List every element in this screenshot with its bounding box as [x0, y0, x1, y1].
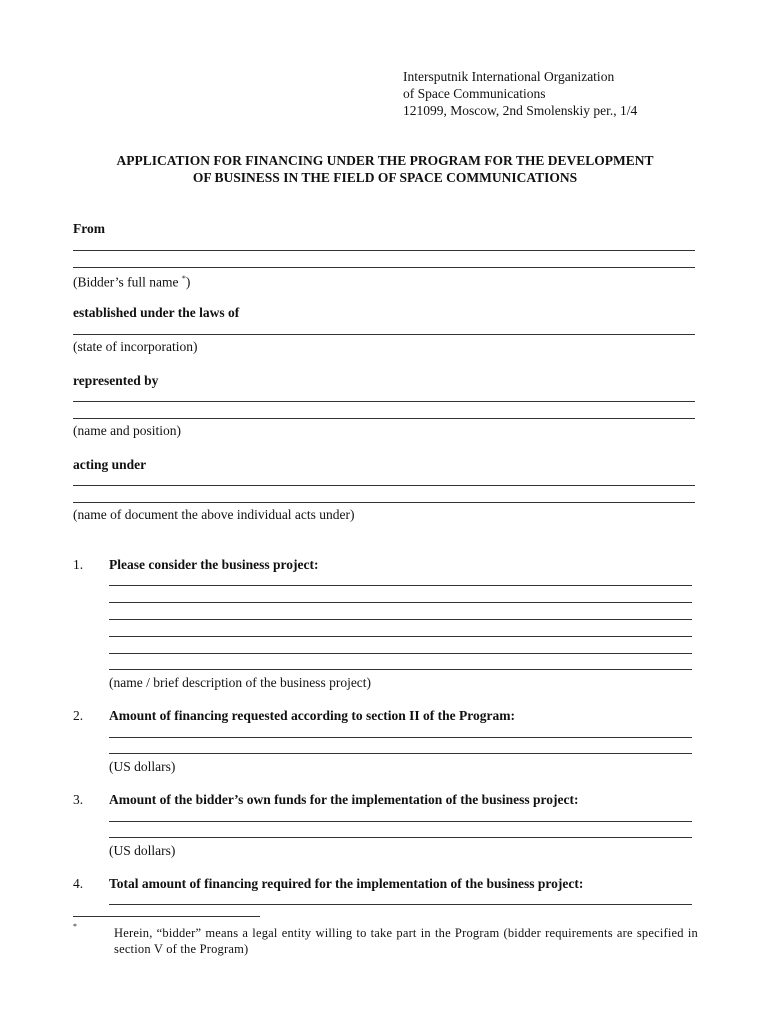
from-label: From [73, 221, 105, 236]
bidder-name-line-2[interactable] [73, 267, 695, 268]
item-3-caption: (US dollars) [109, 843, 176, 858]
financing-requested-line-2[interactable] [109, 753, 692, 754]
item-1-label: Please consider the business project: [109, 557, 319, 572]
address-line-1: Intersputnik International Organization [403, 69, 615, 84]
title-line-2: OF BUSINESS IN THE FIELD OF SPACE COMMUNICATIONS [192, 170, 578, 185]
state-line[interactable] [73, 334, 695, 335]
project-line-6[interactable] [109, 669, 692, 670]
own-funds-line-2[interactable] [109, 837, 692, 838]
address-line-3: 121099, Moscow, 2nd Smolenskiy per., 1/4 [403, 103, 638, 118]
document-line-2[interactable] [73, 502, 695, 503]
laws-label: established under the laws of [73, 305, 240, 320]
representative-caption: (name and position) [73, 423, 181, 438]
total-financing-line-1[interactable] [109, 904, 692, 905]
item-2-label: Amount of financing requested according to section II of the Program: [109, 708, 515, 723]
item-2-number: 2. [73, 708, 84, 723]
footnote-text: Herein, “bidder” means a legal entity willing to take part in the Program (bidder requirements are specified in section V of the Program) [114, 926, 698, 956]
footnote-reference-mark: * [181, 274, 186, 283]
acting-label: acting under [73, 457, 147, 472]
recipient-address [403, 68, 637, 119]
address-line-2: of Space Communications [403, 86, 546, 101]
project-line-5[interactable] [109, 653, 692, 654]
item-4-number: 4. [73, 876, 84, 891]
footnote-separator [73, 916, 260, 917]
bidder-name-caption: (Bidder’s full name *) [73, 274, 191, 290]
item-4-label: Total amount of financing required for the implementation of the business project: [109, 876, 584, 891]
footnote-mark: * [73, 922, 77, 931]
document-line-1[interactable] [73, 485, 695, 486]
document-title [60, 152, 710, 186]
item-3-number: 3. [73, 792, 84, 807]
state-caption: (state of incorporation) [73, 339, 198, 354]
project-line-4[interactable] [109, 636, 692, 637]
item-3-label: Amount of the bidder’s own funds for the implementation of the business project: [109, 792, 579, 807]
title-line-1: APPLICATION FOR FINANCING UNDER THE PROGRAM FOR THE DEVELOPMENT [116, 153, 654, 168]
own-funds-line-1[interactable] [109, 821, 692, 822]
representative-line-2[interactable] [73, 418, 695, 419]
item-1-caption: (name / brief description of the business project) [109, 675, 372, 690]
represented-label: represented by [73, 373, 159, 388]
project-line-3[interactable] [109, 619, 692, 620]
item-1-number: 1. [73, 557, 84, 572]
project-line-1[interactable] [109, 585, 692, 586]
document-caption: (name of document the above individual acts under) [73, 507, 355, 522]
financing-requested-line-1[interactable] [109, 737, 692, 738]
representative-line-1[interactable] [73, 401, 695, 402]
project-line-2[interactable] [109, 602, 692, 603]
item-2-caption: (US dollars) [109, 759, 176, 774]
bidder-name-line-1[interactable] [73, 250, 695, 251]
